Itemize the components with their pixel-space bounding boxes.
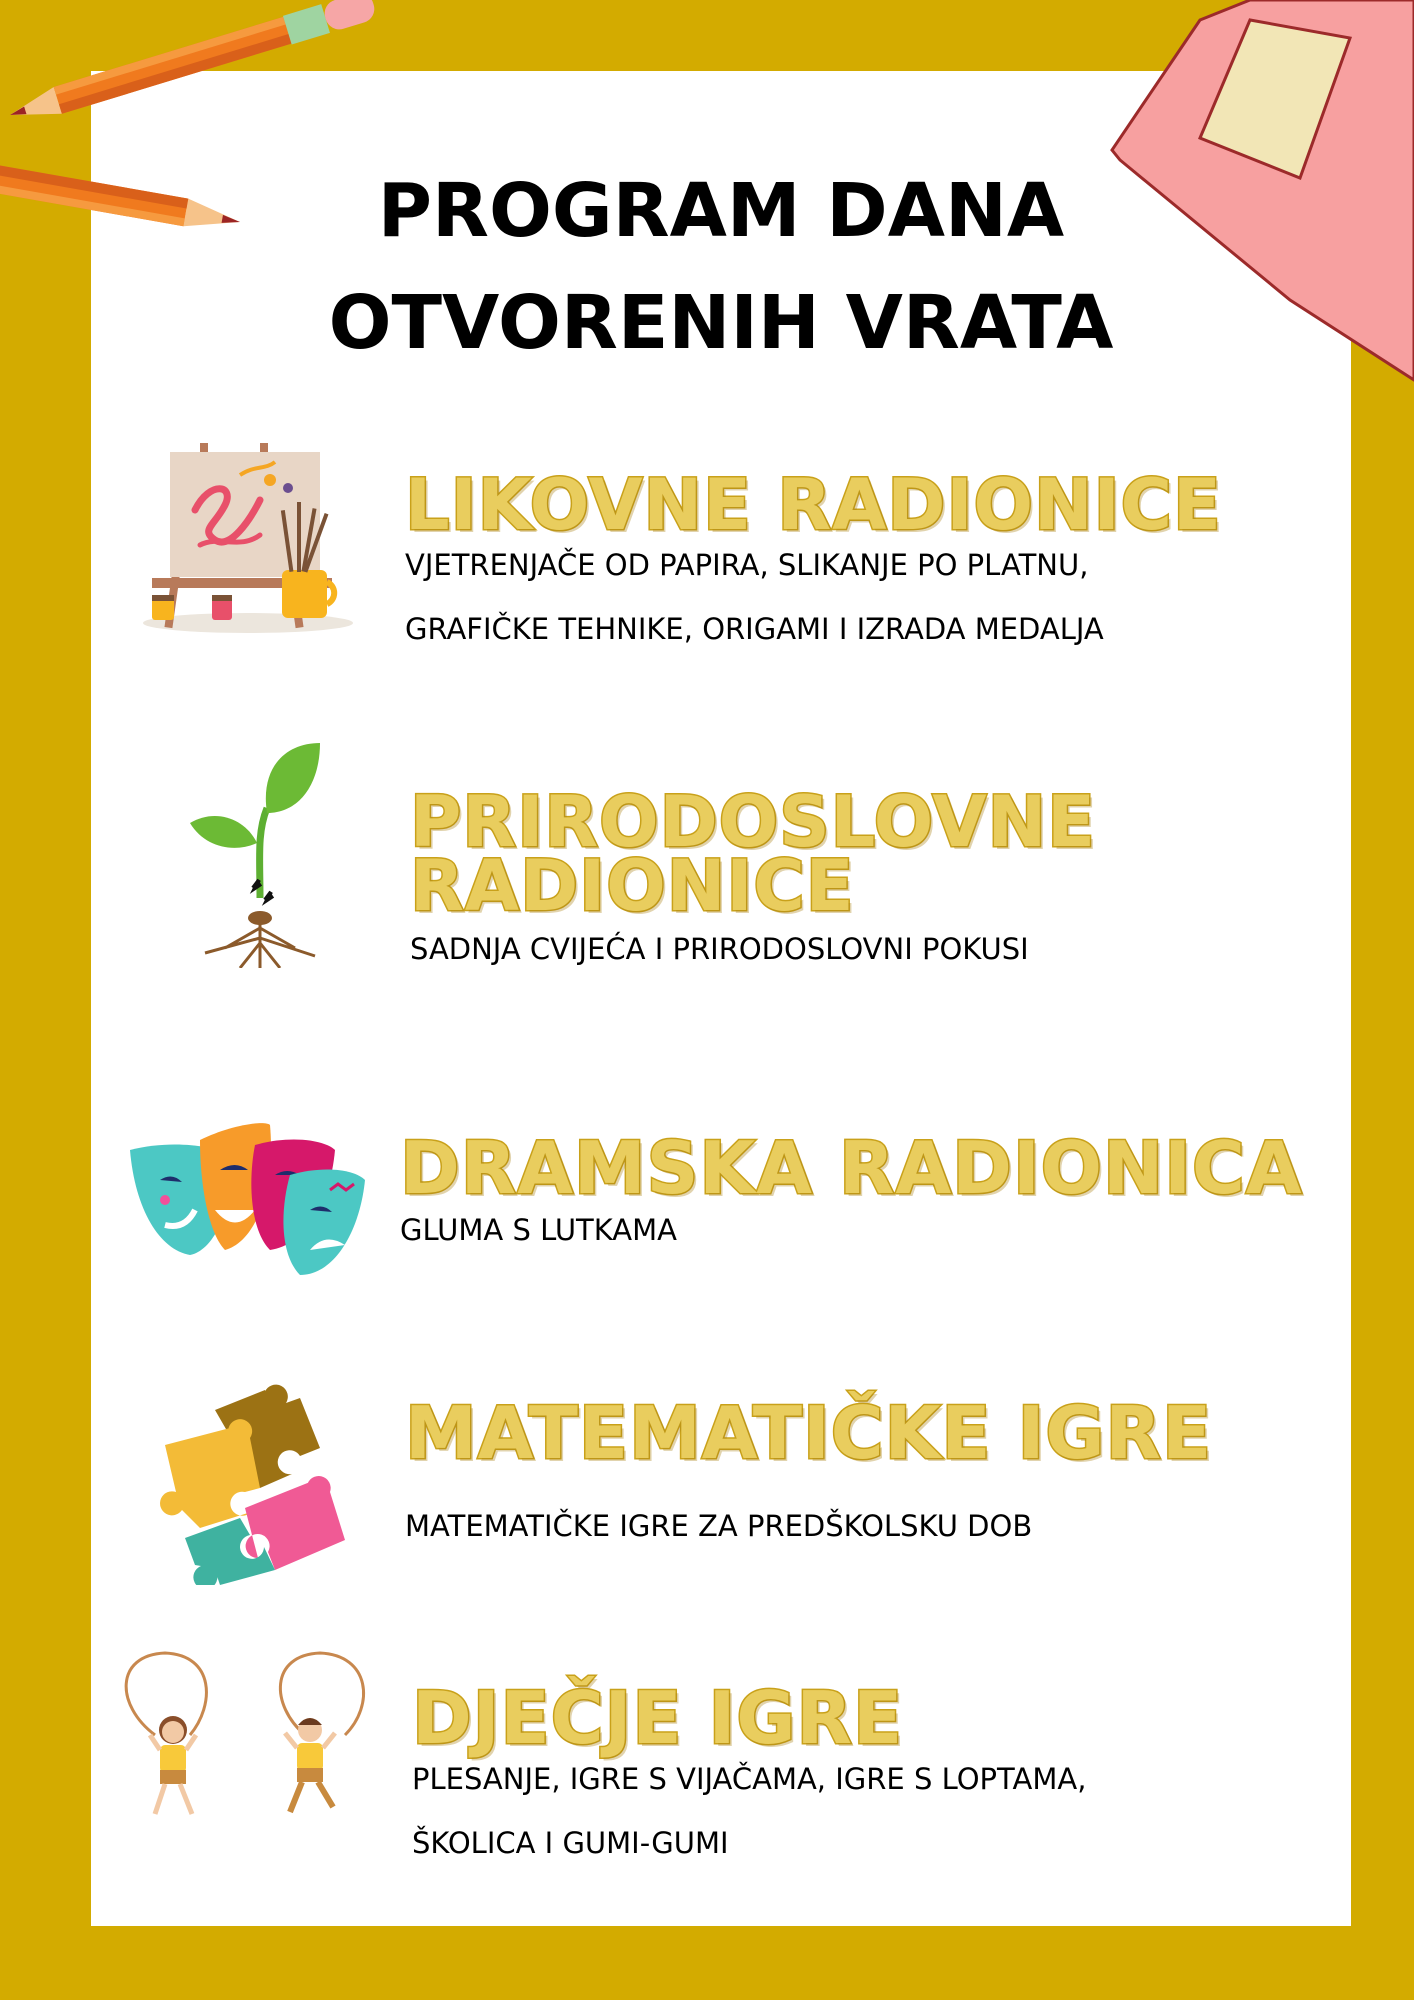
puzzle-pieces-icon <box>160 1370 350 1585</box>
sprout-icon <box>185 738 325 968</box>
easel-painting-icon <box>140 440 355 635</box>
section-desc-matematicke: MATEMATIČKE IGRE ZA PREDŠKOLSKU DOB <box>405 1509 1033 1543</box>
section-heading-prirodoslovne-line-2: RADIONICE <box>410 845 855 927</box>
title-line-2: OTVORENIH VRATA <box>328 280 1114 366</box>
section-desc-likovne-line-1: VJETRENJAČE OD PAPIRA, SLIKANJE PO PLATNU, <box>405 548 1089 582</box>
section-desc-dramska: GLUMA S LUTKAMA <box>400 1213 677 1247</box>
section-heading-likovne: LIKOVNE RADIONICE <box>405 464 1222 546</box>
section-desc-prirodoslovne: SADNJA CVIJEĆA I PRIRODOSLOVNI POKUSI <box>410 932 1029 966</box>
section-desc-likovne-line-2: GRAFIČKE TEHNIKE, ORIGAMI I IZRADA MEDALJA <box>405 612 1104 646</box>
section-heading-dramska: DRAMSKA RADIONICA <box>400 1126 1303 1210</box>
section-heading-prirodoslovne <box>410 781 1096 927</box>
section-heading-prirodoslovne-line-1: PRIRODOSLOVNE <box>410 781 1096 863</box>
theatre-masks-icon <box>130 1120 365 1285</box>
section-heading-djecje: DJEČJE IGRE <box>412 1676 904 1760</box>
section-heading-matematicke: MATEMATIČKE IGRE <box>405 1391 1213 1475</box>
page-title <box>91 155 1351 379</box>
title-line-1: PROGRAM DANA <box>377 168 1065 254</box>
children-jump-rope-icon <box>120 1650 385 1830</box>
section-desc-djecje-line-2: ŠKOLICA I GUMI-GUMI <box>412 1826 729 1860</box>
section-desc-djecje-line-1: PLESANJE, IGRE S VIJAČAMA, IGRE S LOPTAMA, <box>412 1762 1087 1796</box>
